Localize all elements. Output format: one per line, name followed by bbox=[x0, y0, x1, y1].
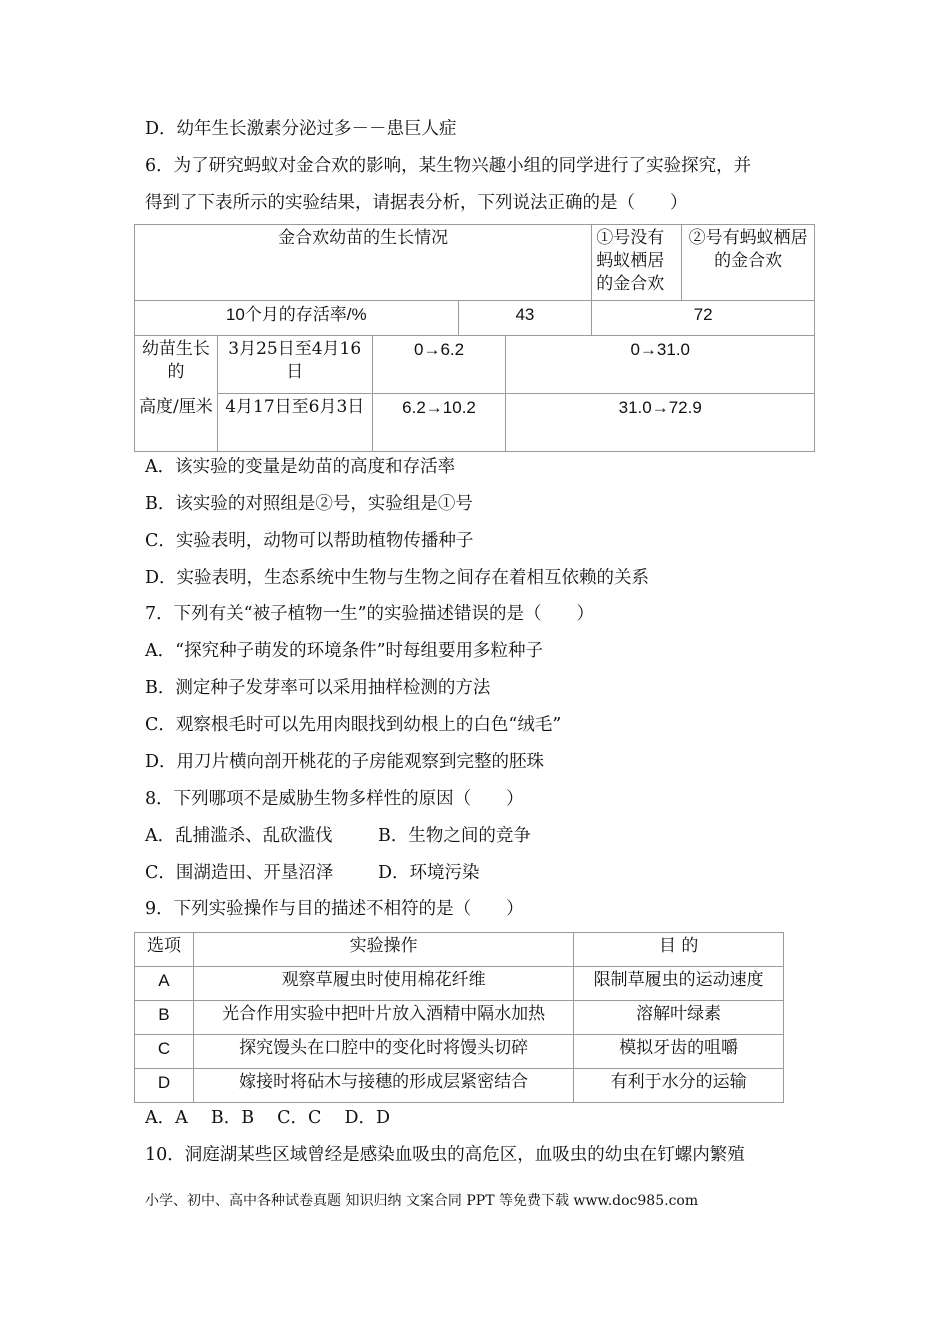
q8-option-b: B．生物之间的竞争 bbox=[378, 826, 531, 846]
table9-row-a-operation: 观察草履虫时使用棉花纤维 bbox=[193, 967, 573, 1001]
page-footer: 小学、初中、高中各种试卷真题 知识归纳 文案合同 PPT 等免费下载 www.doc985.com bbox=[145, 1193, 699, 1209]
table6-survival-2: 72 bbox=[592, 301, 815, 336]
table6-period1-v2: 0→31.0 bbox=[506, 336, 815, 394]
table6-head-1: ①号没有蚂蚁栖居的金合欢 bbox=[592, 225, 682, 301]
q8-stem: 8．下列哪项不是威胁生物多样性的原因（ ） bbox=[145, 789, 524, 809]
table6-head-growth: 金合欢幼苗的生长情况 bbox=[135, 225, 592, 301]
table6-height-label-a: 幼苗生长的 bbox=[135, 336, 218, 394]
q8-option-c: C．围湖造田、开垦沼泽 bbox=[145, 863, 334, 883]
table9-row-a-option: A bbox=[135, 967, 194, 1001]
table6-survival-1: 43 bbox=[458, 301, 592, 336]
q8-option-d: D．环境污染 bbox=[378, 863, 480, 883]
q6-stem-line2: 得到了下表所示的实验结果，请据表分析，下列说法正确的是（ ） bbox=[145, 193, 688, 213]
table9-row-d-option: D bbox=[135, 1069, 194, 1103]
q9-answer-options: A．A B．B C．C D．D bbox=[145, 1108, 391, 1128]
q6-option-c: C．实验表明，动物可以帮助植物传播种子 bbox=[145, 531, 474, 551]
table6-period2-v1: 6.2→10.2 bbox=[372, 394, 506, 452]
table6-period1-v1: 0→6.2 bbox=[372, 336, 506, 394]
q10-stem: 10．洞庭湖某些区域曾经是感染血吸虫的高危区，血吸虫的幼虫在钉螺内繁殖 bbox=[145, 1145, 745, 1165]
table9-header-purpose: 目 的 bbox=[574, 933, 784, 967]
table9-row-d-purpose: 有利于水分的运输 bbox=[574, 1069, 784, 1103]
q9-table bbox=[134, 932, 784, 1103]
table6-period-1: 3月25日至4月16日 bbox=[217, 336, 372, 394]
table6-height-label-b: 高度/厘米 bbox=[135, 394, 218, 452]
table6-head-2: ②号有蚂蚁栖居的金合欢 bbox=[682, 225, 815, 301]
table6-period2-v2: 31.0→72.9 bbox=[506, 394, 815, 452]
q7-option-b: B．测定种子发芽率可以采用抽样检测的方法 bbox=[145, 678, 491, 698]
q6-table bbox=[134, 224, 815, 452]
table6-survival-label: 10个月的存活率/% bbox=[135, 301, 459, 336]
table9-header-operation: 实验操作 bbox=[193, 933, 573, 967]
q8-option-a: A．乱捕滥杀、乱砍滥伐 bbox=[145, 826, 333, 846]
q6-option-d: D．实验表明，生态系统中生物与生物之间存在着相互依赖的关系 bbox=[145, 568, 650, 588]
q7-stem: 7．下列有关“被子植物一生”的实验描述错误的是（ ） bbox=[145, 604, 595, 624]
table9-row-a-purpose: 限制草履虫的运动速度 bbox=[574, 967, 784, 1001]
q6-option-a: A．该实验的变量是幼苗的高度和存活率 bbox=[145, 457, 456, 477]
q7-option-d: D．用刀片横向剖开桃花的子房能观察到完整的胚珠 bbox=[145, 752, 545, 772]
table9-row-d-operation: 嫁接时将砧木与接穗的形成层紧密结合 bbox=[193, 1069, 573, 1103]
q9-stem: 9．下列实验操作与目的描述不相符的是（ ） bbox=[145, 899, 524, 919]
q6-option-b: B．该实验的对照组是②号，实验组是①号 bbox=[145, 494, 473, 514]
q7-option-c: C．观察根毛时可以先用肉眼找到幼根上的白色“绒毛” bbox=[145, 715, 562, 735]
q6-stem-line1: 6．为了研究蚂蚁对金合欢的影响，某生物兴趣小组的同学进行了实验探究，并 bbox=[145, 156, 752, 176]
table9-header-option: 选项 bbox=[135, 933, 194, 967]
table9-row-c-option: C bbox=[135, 1035, 194, 1069]
table9-row-b-purpose: 溶解叶绿素 bbox=[574, 1001, 784, 1035]
table9-row-b-option: B bbox=[135, 1001, 194, 1035]
q7-option-a: A．“探究种子萌发的环境条件”时每组要用多粒种子 bbox=[145, 641, 544, 661]
table9-row-c-purpose: 模拟牙齿的咀嚼 bbox=[574, 1035, 784, 1069]
table6-period-2: 4月17日至6月3日 bbox=[217, 394, 372, 452]
table9-row-c-operation: 探究馒头在口腔中的变化时将馒头切碎 bbox=[193, 1035, 573, 1069]
table9-row-b-operation: 光合作用实验中把叶片放入酒精中隔水加热 bbox=[193, 1001, 573, 1035]
q5-option-d: D．幼年生长激素分泌过多－－患巨人症 bbox=[145, 119, 457, 139]
